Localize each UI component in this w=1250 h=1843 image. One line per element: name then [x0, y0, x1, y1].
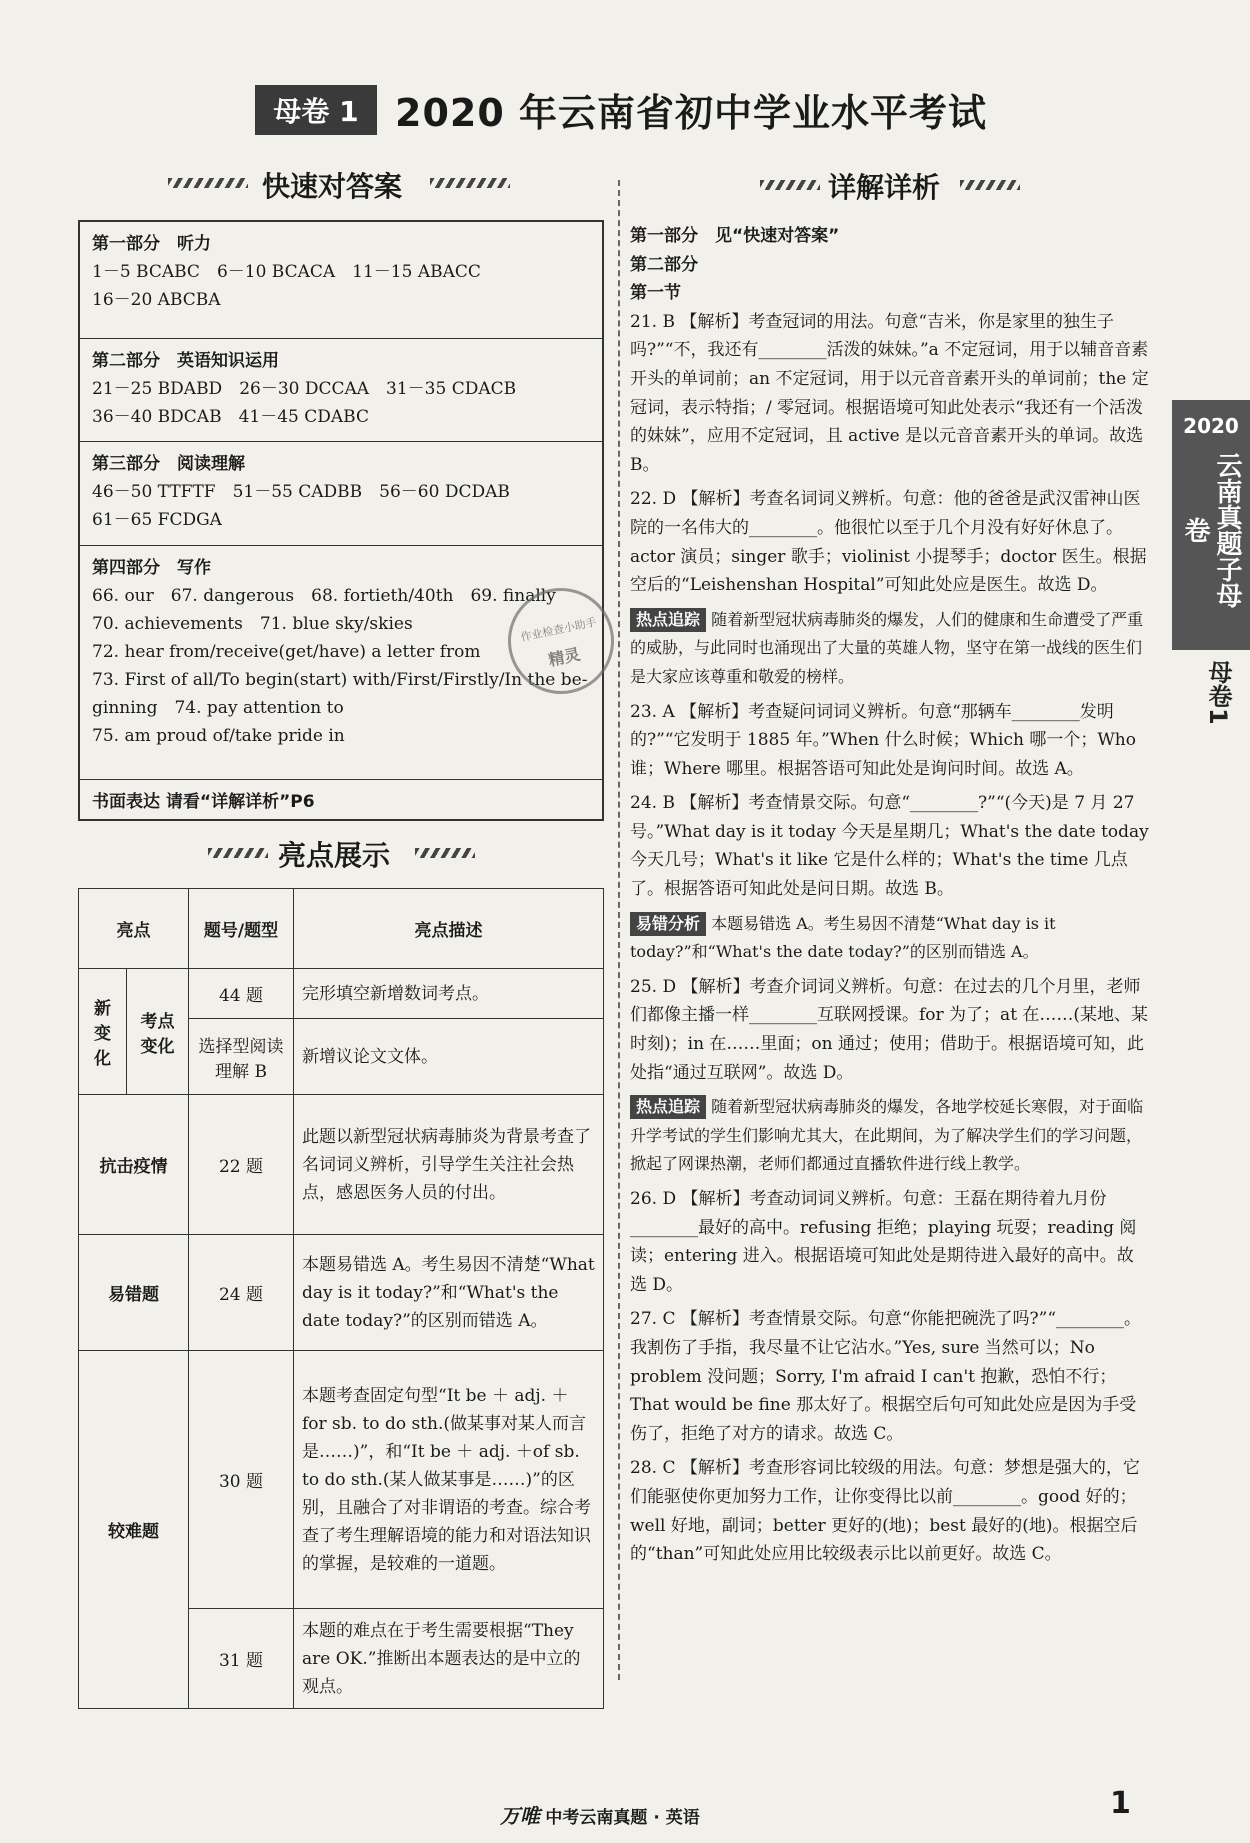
row-label: 抗击疫情 — [79, 1095, 189, 1235]
answer-line: 75. am proud of/take pride in — [92, 726, 345, 746]
question-explanation: 23. A 【解析】考查疑问词词义辨析。句意“那辆车________发明的?”“它发明于 1885 年。”When 什么时候；Which 哪一个；Who 谁；Where 哪里。根据答语可知此处是询问时间。故选 A。 — [630, 701, 1136, 779]
side-tab-year: 2020 — [1183, 414, 1239, 438]
volume-badge: 母卷 1 — [255, 85, 377, 135]
highlights-heading: 亮点展示 — [278, 839, 391, 872]
part-heading: 第二部分 — [630, 254, 698, 275]
section-name: 第三部分 阅读理解 — [92, 454, 245, 474]
table-row — [79, 969, 604, 1019]
section-name: 第四部分 写作 — [92, 558, 211, 578]
answer-line: 1－5 BCABC 6－10 BCACA 11－15 ABACC — [92, 262, 481, 282]
answer-line: 73. First of all/To begin(start) with/First/Firstly/In the be- — [92, 670, 588, 690]
description-cell: 本题考查固定句型“It be ＋ adj. ＋ for sb. to do sth.(做某事对某人而言是……)”，和“It be ＋ adj. ＋of sb. to do sth.(某人做某事是……)”的区别，且融合了对非谓语的考查。综合考查了考生理解语境的能力和对语法知识的掌握，是较难的一道题。 — [294, 1351, 604, 1609]
question-explanation: 27. C 【解析】考查情景交际。句意“你能把碗洗了吗?”“________。我割伤了手指，我尽量不让它沾水。”Yes, sure 当然可以；No problem 没问题；Sorry, I'm afraid I can't 抱歉，恐怕不行；That would be fine 那太好了。根据空后句可知此处应是因为手受伤了，拒绝了对方的请求。故选 C。 — [630, 1309, 1142, 1444]
description-cell: 本题易错选 A。考生易因不清楚“What day is it today?”和“What's the date today?”的区别而错选 A。 — [294, 1235, 604, 1351]
section-heading: 第一节 — [630, 283, 681, 304]
question-cell: 选择型阅读理解 B — [189, 1019, 294, 1095]
answer-line: 72. hear from/receive(get/have) a letter from — [92, 642, 481, 662]
answer-line: 21－25 BDABD 26－30 DCCAA 31－35 CDACB — [92, 379, 517, 399]
answer-section-reading — [80, 442, 602, 546]
heading-stripes-right — [960, 180, 1020, 190]
part-heading: 第一部分 见“快速对答案” — [630, 226, 840, 246]
question-explanation: 24. B 【解析】考查情景交际。句意“________?”“(今天)是 7 月 27 号。”What day is it today 今天是星期几；What's the date today 今天几号；What's it like 它是什么样的；What's the time 几点了。根据答语可知此处是问日期。故选 B。 — [630, 793, 1149, 900]
stamp-text: 精灵 — [546, 644, 583, 670]
heading-stripes-right — [430, 178, 510, 188]
error-analysis-tag: 易错分析 — [630, 912, 706, 936]
hot-topic-tag: 热点追踪 — [630, 1095, 706, 1119]
table-row — [79, 1351, 604, 1609]
question-explanation: 25. D 【解析】考查介词词义辨析。句意：在过去的几个月里，老师们都像主播一样________互联网授课。for 为了；at 在……(某地、某时刻)；in 在……里面；on 通过；使用；借助于。根据语境可知，此处指“通过互联网”。故选 D。 — [630, 976, 1149, 1083]
row-label: 较难题 — [79, 1351, 189, 1709]
description-cell: 新增议论文文体。 — [294, 1019, 604, 1095]
question-explanation: 26. D 【解析】考查动词词义辨析。句意：王磊在期待着九月份________最好的高中。refusing 拒绝；playing 玩耍；reading 阅读；entering 进入。根据语境可知此处是期待进入最好的高中。故选 D。 — [630, 1189, 1137, 1295]
table-header: 亮点描述 — [294, 889, 604, 969]
side-volume-label: 母卷1 — [1204, 660, 1232, 725]
hot-topic-note — [630, 1093, 1150, 1179]
hot-topic-text: 随着新型冠状病毒肺炎的爆发，各地学校延长寒假，对于面临升学考试的学生们影响尤其大，在此期间，为了解决学生们的学习问题，掀起了网课热潮，老师们都通过直播软件进行线上教学。 — [630, 1097, 1144, 1174]
answer-box — [78, 220, 604, 821]
section-name: 书面表达 请看“详解详析”P6 — [92, 792, 315, 812]
table-row — [79, 1235, 604, 1351]
question-explanation: 22. D 【解析】考查名词词义辨析。句意：他的爸爸是武汉雷神山医院的一名伟大的________。他很忙以至于几个月没有好好休息了。actor 演员；singer 歌手；violinist 小提琴手；doctor 医生。根据空后的“Leishenshan Hospital”可知此处应是医生。故选 D。 — [630, 489, 1147, 596]
answer-line: 16－20 ABCBA — [92, 290, 221, 310]
heading-stripes-left — [208, 848, 268, 858]
hot-topic-note — [630, 606, 1150, 692]
error-analysis-note — [630, 910, 1150, 967]
question-cell: 31 题 — [189, 1609, 294, 1709]
footer-brand: 万唯 — [500, 1804, 540, 1828]
answer-line: ginning 74. pay attention to — [92, 698, 344, 718]
question-cell: 44 题 — [189, 969, 294, 1019]
section-name: 第一部分 听力 — [92, 234, 211, 254]
quick-answers-heading: 快速对答案 — [262, 170, 403, 203]
answer-line: 46－50 TTFTF 51－55 CADBB 56－60 DCDAB — [92, 482, 510, 502]
error-analysis-text: 本题易错选 A。考生易因不清楚“What day is it today?”和“What's the date today?”的区别而错选 A。 — [630, 913, 1056, 962]
page-title: 2020 年云南省初中学业水平考试 — [395, 91, 987, 135]
heading-stripes-left — [168, 178, 248, 188]
question-cell: 22 题 — [189, 1095, 294, 1235]
detail-heading: 详解详析 — [828, 171, 941, 204]
highlights-table — [78, 888, 604, 1709]
section-name: 第二部分 英语知识运用 — [92, 351, 279, 371]
table-row — [79, 1095, 604, 1235]
table-header: 题号/题型 — [189, 889, 294, 969]
answer-section-listening — [80, 222, 602, 339]
heading-stripes-right — [415, 848, 475, 858]
hot-topic-tag: 热点追踪 — [630, 608, 706, 632]
page-number: 1 — [1110, 1786, 1131, 1821]
answer-line: 61－65 FCDGA — [92, 510, 222, 530]
footer — [500, 1800, 700, 1829]
stamp-text: 作业检查小助手 — [519, 615, 598, 645]
description-cell: 完形填空新增数词考点。 — [294, 969, 604, 1019]
row-label: 易错题 — [79, 1235, 189, 1351]
description-cell: 此题以新型冠状病毒肺炎为背景考查了名词词义辨析，引导学生关注社会热点，感恩医务人员的付出。 — [294, 1095, 604, 1235]
row-subgroup-label: 考点变化 — [127, 969, 189, 1095]
description-cell: 本题的难点在于考生需要根据“They are OK.”推断出本题表达的是中立的观点。 — [294, 1609, 604, 1709]
question-explanation: 28. C 【解析】考查形容词比较级的用法。句意：梦想是强大的，它们能驱使你更加努力工作，让你变得比以前________。good 好的；well 好地，副词；better 更好的(地)；best 最好的(地)。根据空后的“than”可知此处应用比较级表示比以前更好。故选 C。 — [630, 1458, 1140, 1565]
answer-section-essay — [80, 780, 602, 821]
detail-body — [630, 222, 1150, 1569]
answer-line: 70. achievements 71. blue sky/skies — [92, 614, 413, 634]
answer-line: 66. our 67. dangerous 68. fortieth/40th 69. finally — [92, 586, 556, 606]
hot-topic-text: 随着新型冠状病毒肺炎的爆发，人们的健康和生命遭受了严重的威胁，与此同时也涌现出了大量的英雄人物，坚守在第一战线的医生们是大家应该尊重和敬爱的榜样。 — [630, 609, 1144, 686]
side-tab-name: 云南真题子母卷 — [1180, 452, 1242, 608]
heading-stripes-left — [760, 180, 820, 190]
answer-line: 36－40 BDCAB 41－45 CDABC — [92, 407, 369, 427]
question-explanation: 21. B 【解析】考查冠词的用法。句意“吉米，你是家里的独生子吗?”“不，我还有________活泼的妹妹。”a 不定冠词，用于以辅音音素开头的单词前；an 不定冠词，用于以元音音素开头的单词前；the 定冠词，表示特指；/ 零冠词。根据语境可知此处表示“我还有一个活泼的妹妹”，应用不定冠词，且 active 是以元音音素开头的单词。故选 B。 — [630, 311, 1149, 475]
row-group-label: 新变化 — [79, 969, 127, 1095]
question-cell: 24 题 — [189, 1235, 294, 1351]
answer-section-knowledge — [80, 339, 602, 442]
question-cell: 30 题 — [189, 1351, 294, 1609]
table-header: 亮点 — [79, 889, 189, 969]
side-tab — [1172, 400, 1250, 650]
column-divider — [618, 180, 620, 1680]
footer-text: 中考云南真题 · 英语 — [545, 1808, 700, 1828]
